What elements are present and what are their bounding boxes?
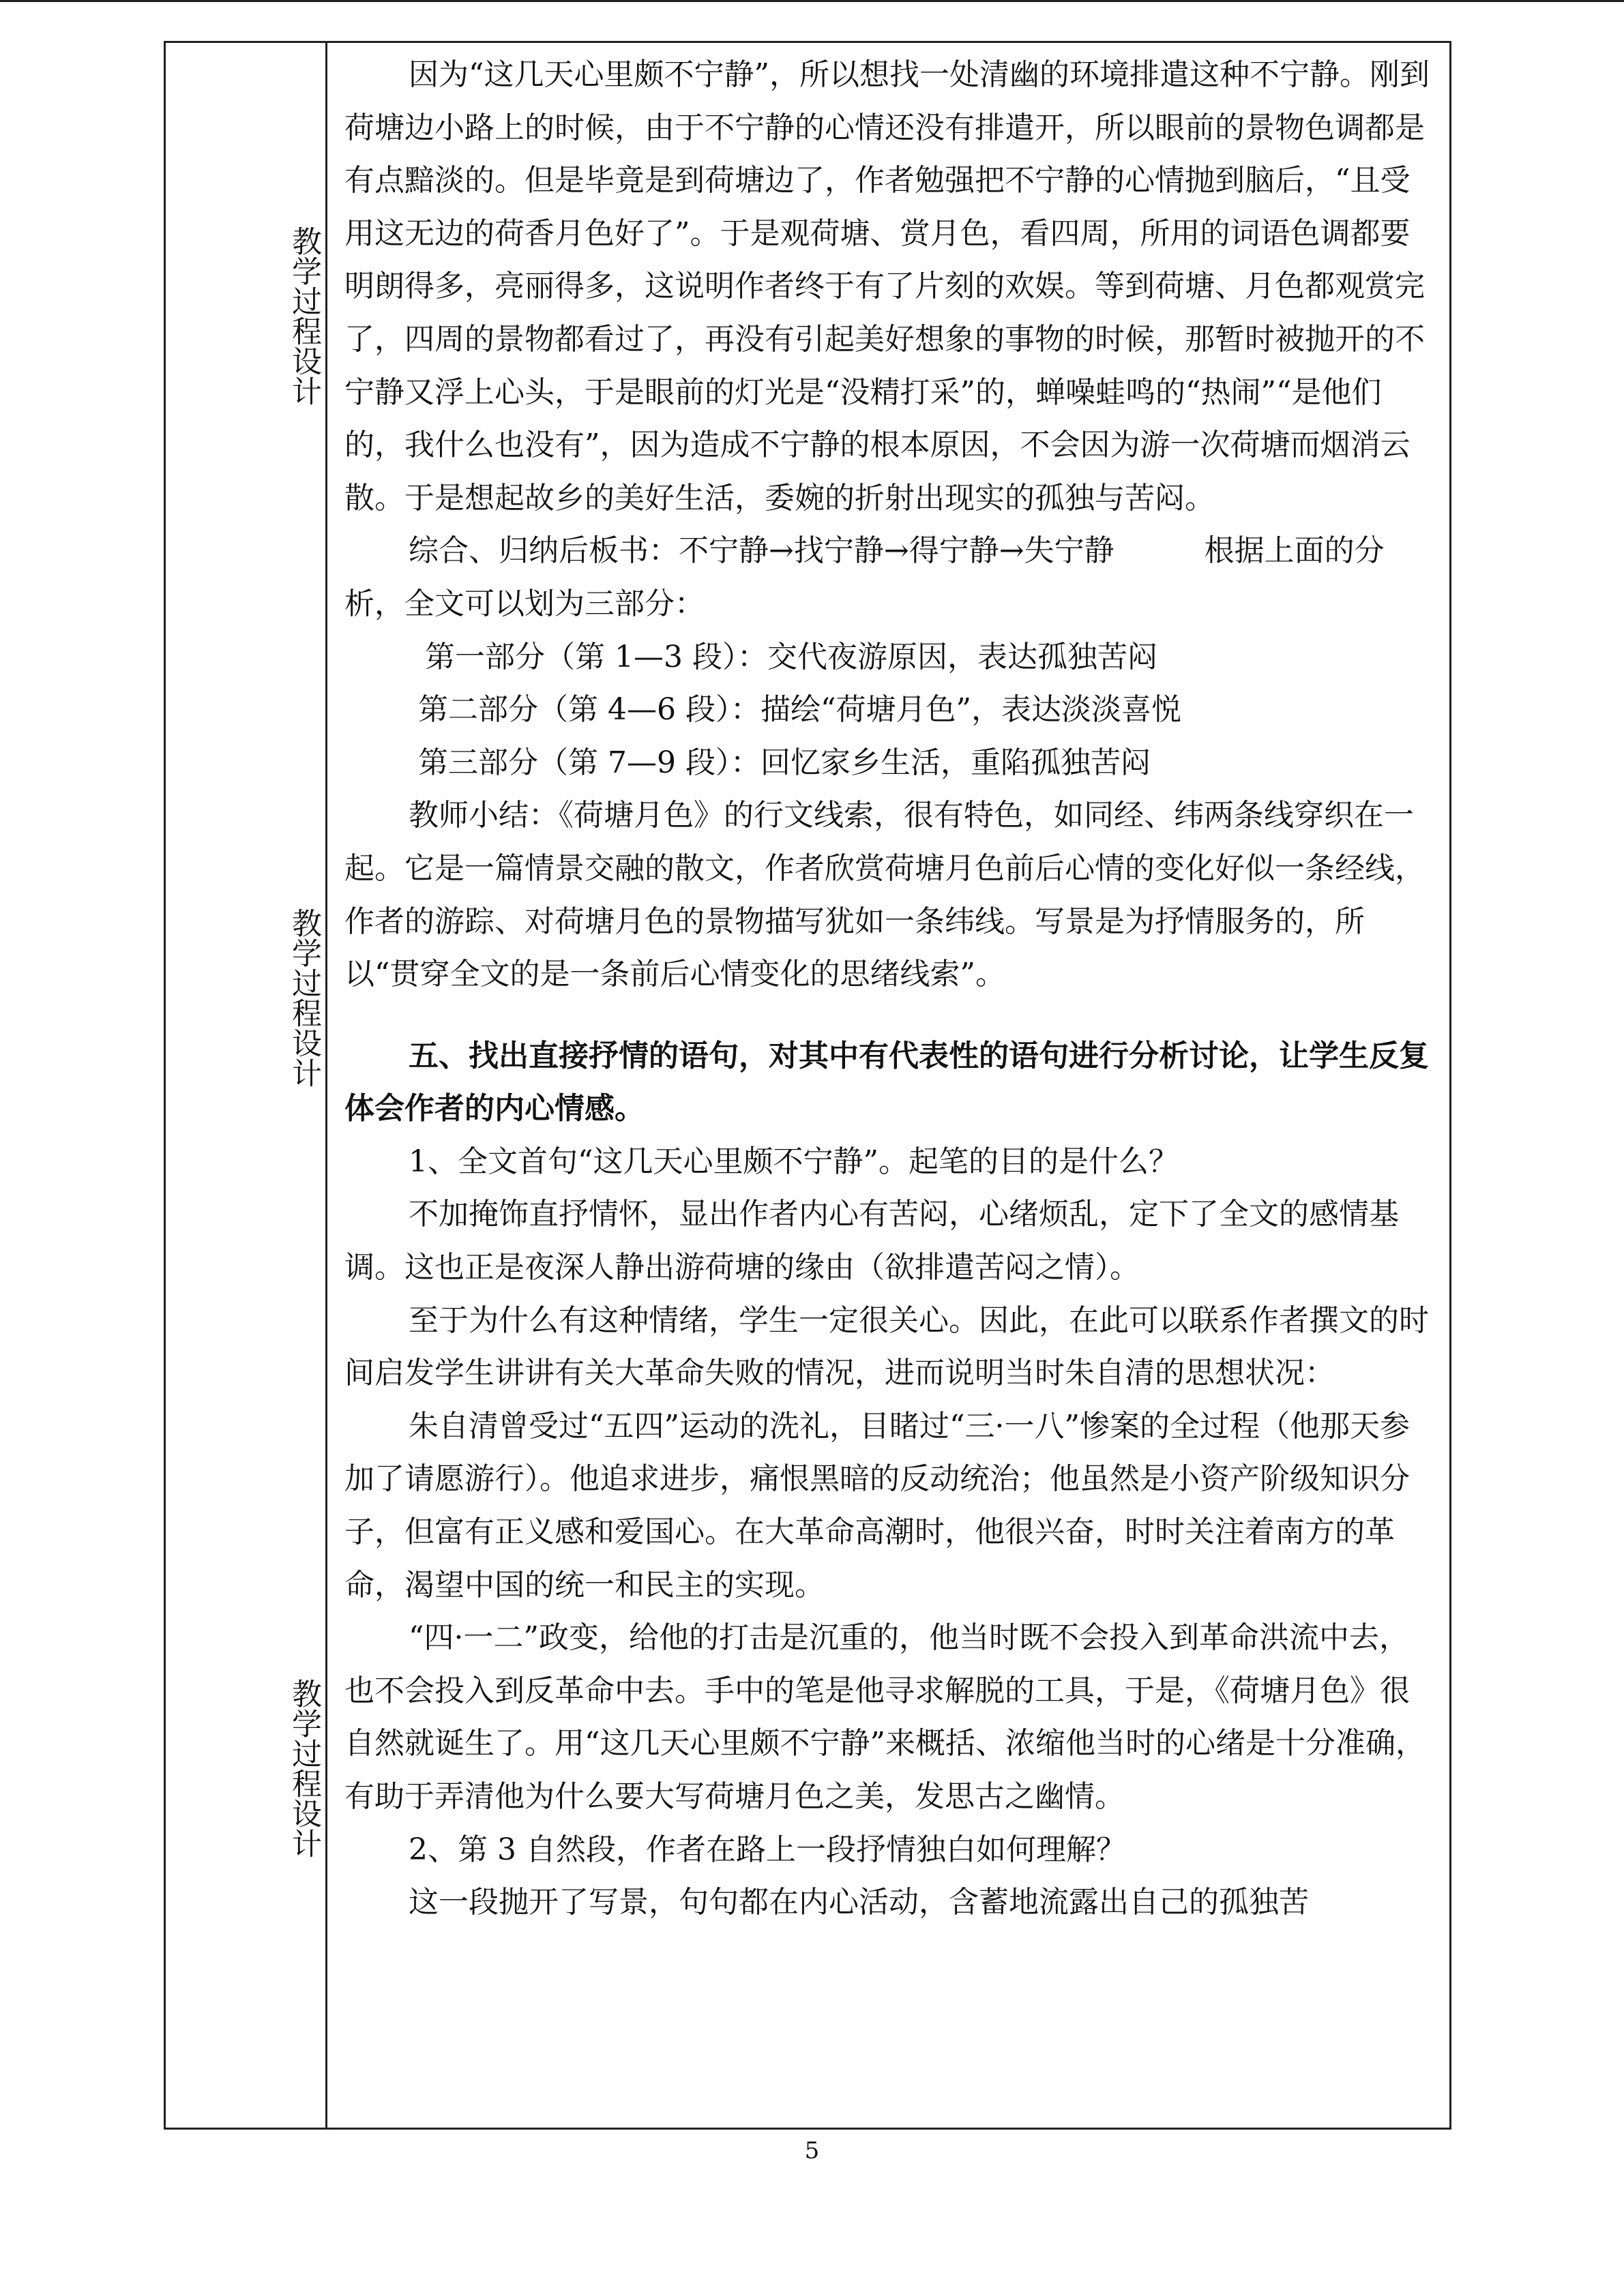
side-label-2: [166, 854, 325, 1141]
spacer: [344, 1001, 1436, 1030]
part-3: 第三部分（第 7—9 段）：回忆家乡生活，重陷孤独苦闷: [418, 745, 1151, 780]
section-heading: 五、找出直接抒情的语句，对其中有代表性的语句进行分析讨论，让学生反复体会作者的内心情感。: [344, 1038, 1429, 1127]
question-2: 2、第 3 自然段，作者在路上一段抒情独白如何理解？: [409, 1832, 1126, 1867]
teacher-summary: 教师小结：《荷塘月色》的行文线索，很有特色，如同经、纬两条线穿织在一起。它是一篇情景交融的散文，作者欣赏荷塘月色前后心情的变化好似一条经线，作者的游踪、对荷塘月色的景物描写犹如一条纬线。写景是为抒情服务的，所以“贯穿全文的是一条前后心情变化的思绪线索”。: [344, 798, 1425, 992]
paragraph-analysis: 因为“这几天心里颇不宁静”，所以想找一处清幽的环境排遣这种不宁静。刚到荷塘边小路上的时候，由于不宁静的心情还没有排遣开，所以眼前的景物色调都是有点黯淡的。但是毕竟是到荷塘边了，作者勉强把不宁静的心情抛到脑后，“且受用这无边的荷香月色好了”。于是观荷塘、赏月色，看四周，所用的词语色调都要明朗得多，亮丽得多，这说明作者终于有了片刻的欢娱。等到荷塘、月色都观赏完了，四周的景物都看过了，再没有引起美好想象的事物的时候，那暂时被抛开的不宁静又浮上心头，于是眼前的灯光是“没精打采”的，蝉噪蛙鸣的“热闹”“是他们的，我什么也没有”，因为造成不宁静的根本原因，不会因为游一次荷塘而烟消云散。于是想起故乡的美好生活，委婉的折射出现实的孤独与苦闷。: [344, 57, 1430, 516]
side-label-text: 教学过程设计: [286, 908, 321, 1088]
top-rule: [0, 0, 1624, 2]
paragraph-context: 至于为什么有这种情绪，学生一定很关心。因此，在此可以联系作者撰文的时间启发学生讲讲有关大革命失败的情况，进而说明当时朱自清的思想状况：: [344, 1302, 1429, 1391]
paragraph-background: 朱自清曾受过“五四”运动的洗礼，目睹过“三·一八”惨案的全过程（他那天参加了请愿游行）。他追求进步，痛恨黑暗的反动统治；他虽然是小资产阶级知识分子，但富有正义感和爱国心。在大革命高潮时，他很兴奋，时时关注着南方的革命，渴望中国的统一和民主的实现。: [344, 1408, 1410, 1602]
table-frame: [164, 41, 1451, 2130]
paragraph-coup: “四·一二”政变，给他的打击是沉重的，他当时既不会投入到革命洪流中去，也不会投入到反革命中去。手中的笔是他寻求解脱的工具，于是，《荷塘月色》很自然就诞生了。用“这几天心里颇不宁静”来概括、浓缩他当时的心绪是十分准确，有助于弄清他为什么要大写荷塘月色之美，发思古之幽情。: [344, 1620, 1426, 1814]
side-label-1: [166, 173, 325, 459]
part-2: 第二部分（第 4—6 段）：描绘“荷塘月色”，表达淡淡喜悦: [418, 692, 1181, 728]
paragraph-blackboard: 综合、归纳后板书：不宁静→找宁静→得宁静→失宁静 根据上面的分析，全文可以划为三部分：: [344, 533, 1385, 621]
side-label-3: [166, 1625, 325, 1911]
question-1: 1、全文首句“这几天心里颇不宁静”。起笔的目的是什么？: [409, 1144, 1179, 1179]
page-number: 5: [804, 2137, 820, 2164]
answer-2-start: 这一段抛开了写景，句句都在内心活动，含蓄地流露出自己的孤独苦: [409, 1885, 1309, 1920]
answer-1: 不加掩饰直抒情怀，显出作者内心有苦闷，心绪烦乱，定下了全文的感情基调。这也正是夜深人静出游荷塘的缘由（欲排遣苦闷之情）。: [344, 1197, 1399, 1285]
column-divider: [325, 43, 327, 2128]
side-label-text: 教学过程设计: [286, 226, 321, 406]
part-1: 第一部分（第 1—3 段）：交代夜游原因，表达孤独苦闷: [425, 639, 1157, 674]
lesson-content: [344, 48, 1436, 1929]
side-label-text: 教学过程设计: [286, 1678, 321, 1858]
